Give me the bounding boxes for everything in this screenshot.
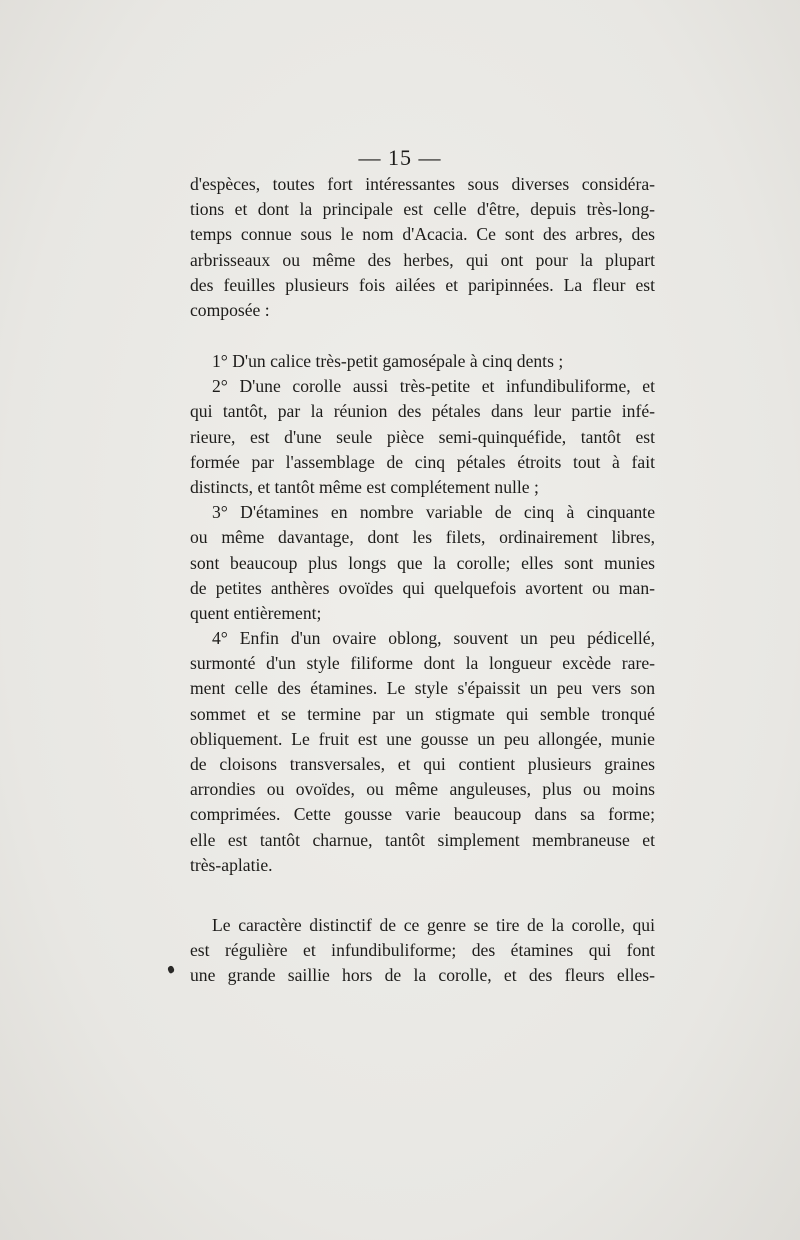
text-line: tions et dont la principale est celle d'être, depuis très-long- <box>190 199 655 220</box>
paragraph-intro <box>190 172 655 323</box>
text-line: distincts, et tantôt même est complétement nulle ; <box>190 476 539 497</box>
text-line: temps connue sous le nom d'Acacia. Ce sont des arbres, des <box>190 224 655 245</box>
text-line: composée : <box>190 299 270 320</box>
text-line: de cloisons transversales, et qui contient plusieurs graines <box>190 754 655 774</box>
text-line: qui tantôt, par la réunion des pétales dans leur partie infé- <box>190 401 655 422</box>
text-line: comprimées. Cette gousse varie beaucoup dans sa forme; <box>190 804 655 825</box>
text-line: est régulière et infundibuliforme; des étamines qui font <box>190 940 655 961</box>
text-line: de petites anthères ovoïdes qui quelquefois avortent ou man- <box>190 577 655 598</box>
paragraph-flower-parts <box>190 349 655 878</box>
text-line: surmonté d'un style filiforme dont la longueur excède rare- <box>190 653 655 674</box>
text-line: très-aplatie. <box>190 854 273 875</box>
text-line: formée par l'assemblage de cinq pétales étroits tout à fait <box>190 451 655 472</box>
text-line: rieure, est d'une seule pièce semi-quinquéfide, tantôt est <box>190 426 655 447</box>
text-line: d'espèces, toutes fort intéressantes sous diverses considéra- <box>190 174 655 194</box>
text-line: 4° Enfin d'un ovaire oblong, souvent un peu pédicellé, <box>212 628 655 649</box>
text-line: arrondies ou ovoïdes, ou même anguleuses, plus ou moins <box>190 779 655 800</box>
text-line: obliquement. Le fruit est une gousse un peu allongée, munie <box>190 728 655 749</box>
paragraph-distinctive-character <box>190 913 655 989</box>
text-line: 1° D'un calice très-petit gamosépale à cinq dents ; <box>212 351 564 371</box>
text-line: 3° D'étamines en nombre variable de cinq à cinquante <box>212 502 655 523</box>
text-line: 2° D'une corolle aussi très-petite et infundibuliforme, et <box>212 376 655 397</box>
text-line: ment celle des étamines. Le style s'épaissit un peu vers son <box>190 678 655 699</box>
page-number: — 15 — <box>358 145 442 170</box>
ink-smudge <box>167 965 176 974</box>
text-line: Le caractère distinctif de ce genre se tire de la corolle, qui <box>212 915 655 935</box>
text-line: sommet et se termine par un stigmate qui semble tronqué <box>190 703 655 724</box>
text-line: sont beaucoup plus longs que la corolle; elles sont munies <box>190 552 655 573</box>
text-line: arbrisseaux ou même des herbes, qui ont pour la plupart <box>190 249 655 270</box>
text-line: une grande saillie hors de la corolle, et des fleurs elles- <box>190 965 655 986</box>
text-line: quent entièrement; <box>190 602 322 623</box>
text-line: elle est tantôt charnue, tantôt simplement membraneuse et <box>190 829 655 850</box>
text-line: ou même davantage, dont les filets, ordinairement libres, <box>190 527 655 548</box>
text-line: des feuilles plusieurs fois ailées et paripinnées. La fleur est <box>190 274 655 295</box>
